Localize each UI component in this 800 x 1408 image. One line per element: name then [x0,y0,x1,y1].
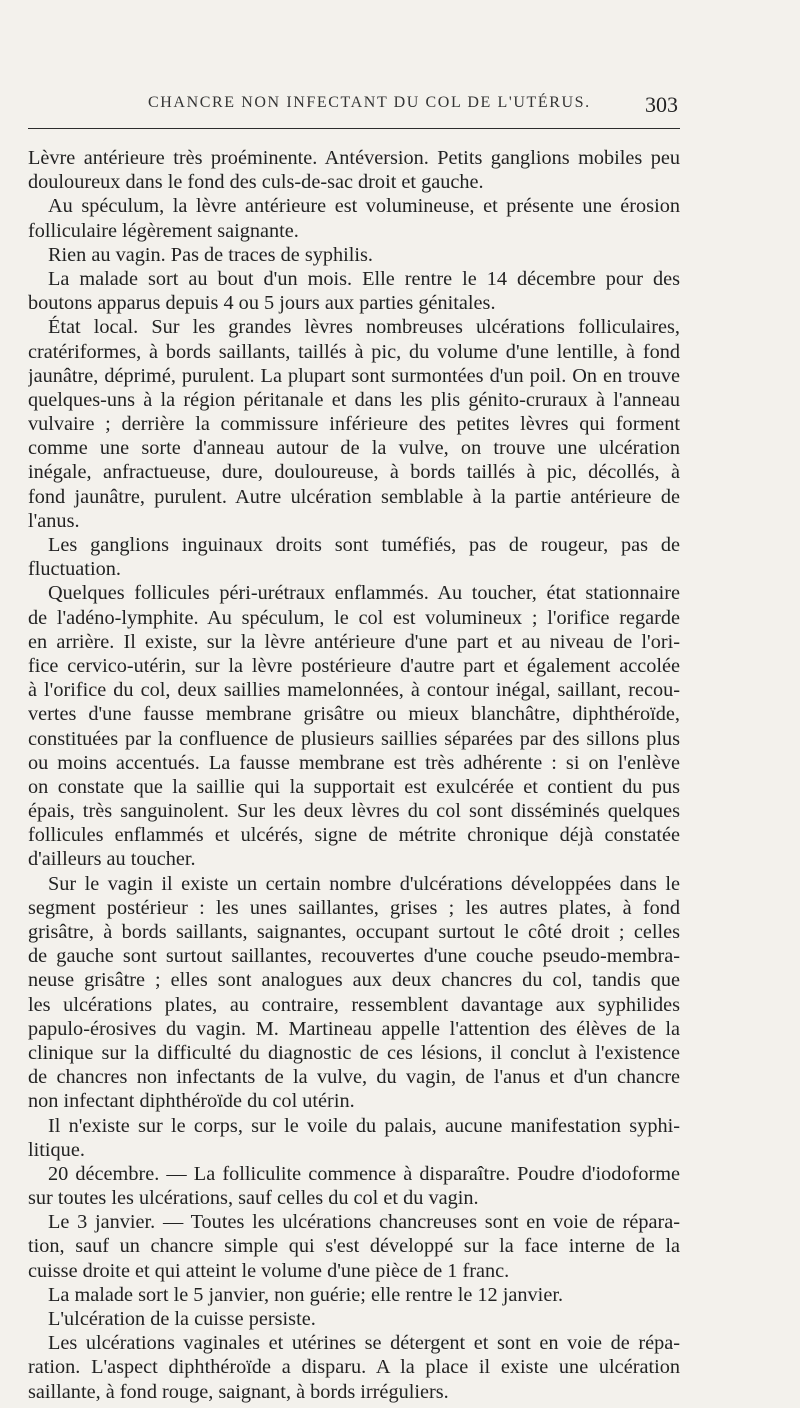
text-line [28,388,680,412]
text-line [28,1331,680,1355]
text-line [28,1017,680,1041]
text-line [28,847,680,871]
text-line-content: inégale, anfractueuse, dure, douloureuse, à bords taillés à pic, décollés, à [28,461,680,484]
text-line [28,872,680,896]
page-number: 303 [645,92,678,117]
text-line-content: épais, très sanguinolent. Sur les deux lèvres du col sont disséminés quelques [28,800,680,823]
text-line [28,243,680,267]
text-line-content: ration. L'aspect diphthéroïde a disparu. A la place il existe une ulcération [28,1356,680,1379]
text-line [28,1041,680,1065]
text-line-content: on constate que la saillie qui la supportait est exulcérée et contient du pus [28,775,680,798]
text-line-content: fond jaunâtre, purulent. Autre ulcération semblable à la partie antérieure de [28,485,680,508]
text-line [28,823,680,847]
text-line [28,1162,680,1186]
text-line-content: non infectant diphthéroïde du col utérin. [28,1090,355,1113]
text-line [28,896,680,920]
text-line [28,1234,680,1258]
text-line [28,920,680,944]
text-line-content: La malade sort le 5 janvier, non guérie; elle rentre le 12 janvier. [48,1283,564,1306]
text-line [28,146,680,170]
text-line [28,219,680,243]
text-line-content: follicules enflammés et ulcérés, signe de métrite chronique déjà constatée [28,824,680,847]
text-line [28,533,680,557]
text-line-content: l'anus. [28,509,80,532]
text-line-content: papulo-érosives du vagin. M. Martineau appelle l'attention des élèves de la [28,1017,680,1040]
text-line [28,1283,680,1307]
text-line-content: de l'adéno-lymphite. Au spéculum, le col est volumineux ; l'orifice regarde [28,606,680,629]
text-line [28,460,680,484]
text-line-content: comme une sorte d'anneau autour de la vulve, on trouve une ulcération [28,437,680,460]
text-line [28,727,680,751]
text-line-content: 20 décembre. — La folliculite commence à disparaître. Poudre d'iodoforme [48,1162,680,1185]
text-line [28,678,680,702]
text-line-content: Sur le vagin il existe un certain nombre d'ulcérations développées dans le [48,872,680,895]
text-line-content: à l'orifice du col, deux saillies mamelonnées, à contour inégal, saillant, recou- [28,679,680,702]
text-line [28,315,680,339]
text-line [28,968,680,992]
text-line [28,1138,680,1162]
text-line [28,606,680,630]
text-line-content: neuse grisâtre ; elles sont analogues aux deux chancres du col, tandis que [28,969,680,992]
text-line-content: Quelques follicules péri-urétraux enflammés. Au toucher, état stationnaire [48,582,680,605]
text-line [28,340,680,364]
text-line-content: saillante, à fond rouge, saignant, à bords irréguliers. [28,1380,449,1403]
text-line [28,1114,680,1138]
text-line-content: de chancres non infectants de la vulve, du vagin, de l'anus et d'un chancre [28,1066,680,1089]
text-line-content: folliculaire légèrement saignante. [28,219,299,242]
text-line-content: cuisse droite et qui atteint le volume d'une pièce de 1 franc. [28,1259,510,1282]
text-line-content: fluctuation. [28,558,121,581]
text-line [28,509,680,533]
text-line-content: Rien au vagin. Pas de traces de syphilis. [48,243,373,266]
text-line [28,799,680,823]
text-line-content: d'ailleurs au toucher. [28,848,196,871]
text-line [28,194,680,218]
text-line [28,412,680,436]
text-line [28,630,680,654]
text-line [28,170,680,194]
text-line [28,944,680,968]
text-line [28,775,680,799]
text-line-content: litique. [28,1138,85,1161]
text-line-content: État local. Sur les grandes lèvres nombreuses ulcérations folliculaires, [48,316,680,339]
text-line-content: clinique sur la difficulté du diagnostic de ces lésions, il conclut à l'existence [28,1041,680,1064]
text-line-content: L'ulcération de la cuisse persiste. [48,1308,316,1330]
text-line-content: vulvaire ; derrière la commissure inférieure des petites lèvres qui forment [28,413,680,436]
text-line-content: douloureux dans le fond des culs-de-sac droit et gauche. [28,171,484,194]
text-line [28,1186,680,1210]
text-line-content: grisâtre, à bords saillants, saignantes, occupant surtout le côté droit ; celles [28,921,680,943]
text-line-content: quelques-uns à la région péritanale et dans les plis génito-cruraux à l'anneau [28,388,680,411]
text-line [28,436,680,460]
text-line-content: les ulcérations plates, au contraire, ressemblent davantage aux syphilides [28,993,680,1016]
text-line-content: Les ulcérations vaginales et utérines se détergent et sont en voie de répa- [48,1332,680,1355]
text-line-content: sur toutes les ulcérations, sauf celles du col et du vagin. [28,1187,479,1210]
text-line [28,1380,680,1404]
text-line-content: Au spéculum, la lèvre antérieure est volumineuse, et présente une érosion [48,195,680,218]
text-line-content: boutons apparus depuis 4 ou 5 jours aux parties génitales. [28,292,496,315]
text-line [28,364,680,388]
running-title: CHANCRE NON INFECTANT DU COL DE L'UTÉRUS. [148,94,591,111]
text-line [28,485,680,509]
text-line [28,1307,680,1331]
text-line [28,557,680,581]
text-line-content: de gauche sont surtout saillantes, recouvertes d'une couche pseudo-membra- [28,945,680,968]
text-line-content: Lèvre antérieure très proéminente. Antéversion. Petits ganglions mobiles peu [28,147,680,169]
running-header [28,92,680,129]
text-line [28,581,680,605]
text-line-content: segment postérieur : les unes saillantes, grises ; les autres plates, à fond [28,896,680,919]
text-line-content: vertes d'une fausse membrane grisâtre ou mieux blanchâtre, diphthéroïde, [28,703,680,726]
text-line [28,291,680,315]
body-text [28,146,680,1404]
text-line [28,751,680,775]
text-line [28,993,680,1017]
text-line [28,1259,680,1283]
text-line-content: cratériformes, à bords saillants, taillés à pic, du volume d'une lentille, à fond [28,340,680,363]
text-line-content: La malade sort au bout d'un mois. Elle rentre le 14 décembre pour des [48,267,680,290]
text-line-content: fice cervico-utérin, sur la lèvre postérieure d'autre part et également accolée [28,654,680,677]
text-line [28,1065,680,1089]
text-line-content: en arrière. Il existe, sur la lèvre antérieure d'une part et au niveau de l'ori- [28,630,680,653]
text-line-content: Il n'existe sur le corps, sur le voile du palais, aucune manifestation syphi- [48,1114,680,1137]
text-line [28,1355,680,1379]
text-line-content: tion, sauf un chancre simple qui s'est développé sur la face interne de la [28,1235,680,1258]
text-line-content: Le 3 janvier. — Toutes les ulcérations chancreuses sont en voie de répara- [48,1211,680,1234]
text-line [28,267,680,291]
text-line [28,1089,680,1113]
text-line [28,702,680,726]
text-line [28,654,680,678]
text-line [28,1210,680,1234]
text-line-content: jaunâtre, déprimé, purulent. La plupart sont surmontées d'un poil. On en trouve [28,364,680,387]
text-line-content: constituées par la confluence de plusieurs saillies séparées par des sillons plus [28,727,680,750]
text-line-content: ou moins accentués. La fausse membrane est très adhérente : si on l'enlève [28,751,680,774]
text-line-content: Les ganglions inguinaux droits sont tuméfiés, pas de rougeur, pas de [48,534,680,556]
